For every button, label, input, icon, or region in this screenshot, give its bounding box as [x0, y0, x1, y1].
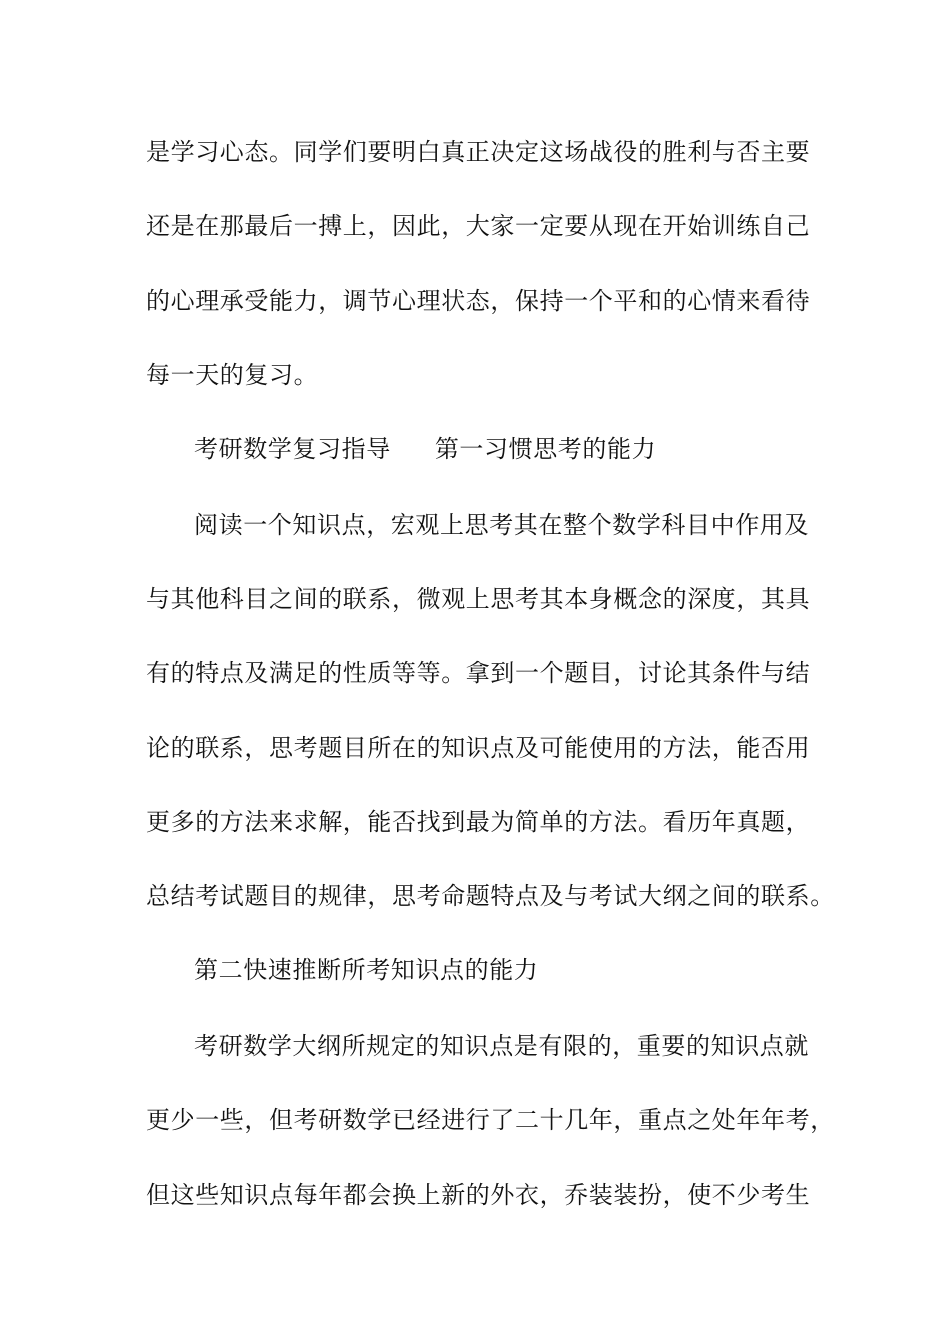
paragraph-line: 考研数学大纲所规定的知识点是有限的，重要的知识点就 [194, 1032, 809, 1060]
paragraph-line: 的心理承受能力，调节心理状态，保持一个平和的心情来看待 [146, 287, 811, 315]
paragraph-line: 更多的方法来求解，能否找到最为简单的方法。看历年真题， [146, 808, 811, 836]
paragraph-line: 但这些知识点每年都会换上新的外衣，乔装装扮，使不少考生 [146, 1181, 811, 1209]
paragraph-line: 论的联系，思考题目所在的知识点及可能使用的方法，能否用 [146, 734, 811, 762]
paragraph-line: 与其他科目之间的联系，微观上思考其本身概念的深度，其具 [146, 585, 811, 613]
paragraph-line: 还是在那最后一搏上，因此，大家一定要从现在开始训练自己 [146, 212, 811, 240]
paragraph-line: 阅读一个知识点，宏观上思考其在整个数学科目中作用及 [194, 511, 809, 539]
paragraph-line: 是学习心态。同学们要明白真正决定这场战役的胜利与否主要 [146, 138, 811, 166]
paragraph-line: 更少一些，但考研数学已经进行了二十几年，重点之处年年考， [146, 1106, 835, 1134]
section-heading: 第二快速推断所考知识点的能力 [194, 956, 539, 984]
heading-subtitle: 第一习惯思考的能力 [434, 435, 657, 463]
paragraph-line: 总结考试题目的规律，思考命题特点及与考试大纲之间的联系。 [146, 882, 835, 910]
paragraph-line: 有的特点及满足的性质等等。拿到一个题目，讨论其条件与结 [146, 659, 811, 687]
paragraph-line: 每一天的复习。 [146, 361, 319, 389]
heading-title: 考研数学复习指导 [194, 435, 391, 463]
section-heading [194, 429, 864, 469]
